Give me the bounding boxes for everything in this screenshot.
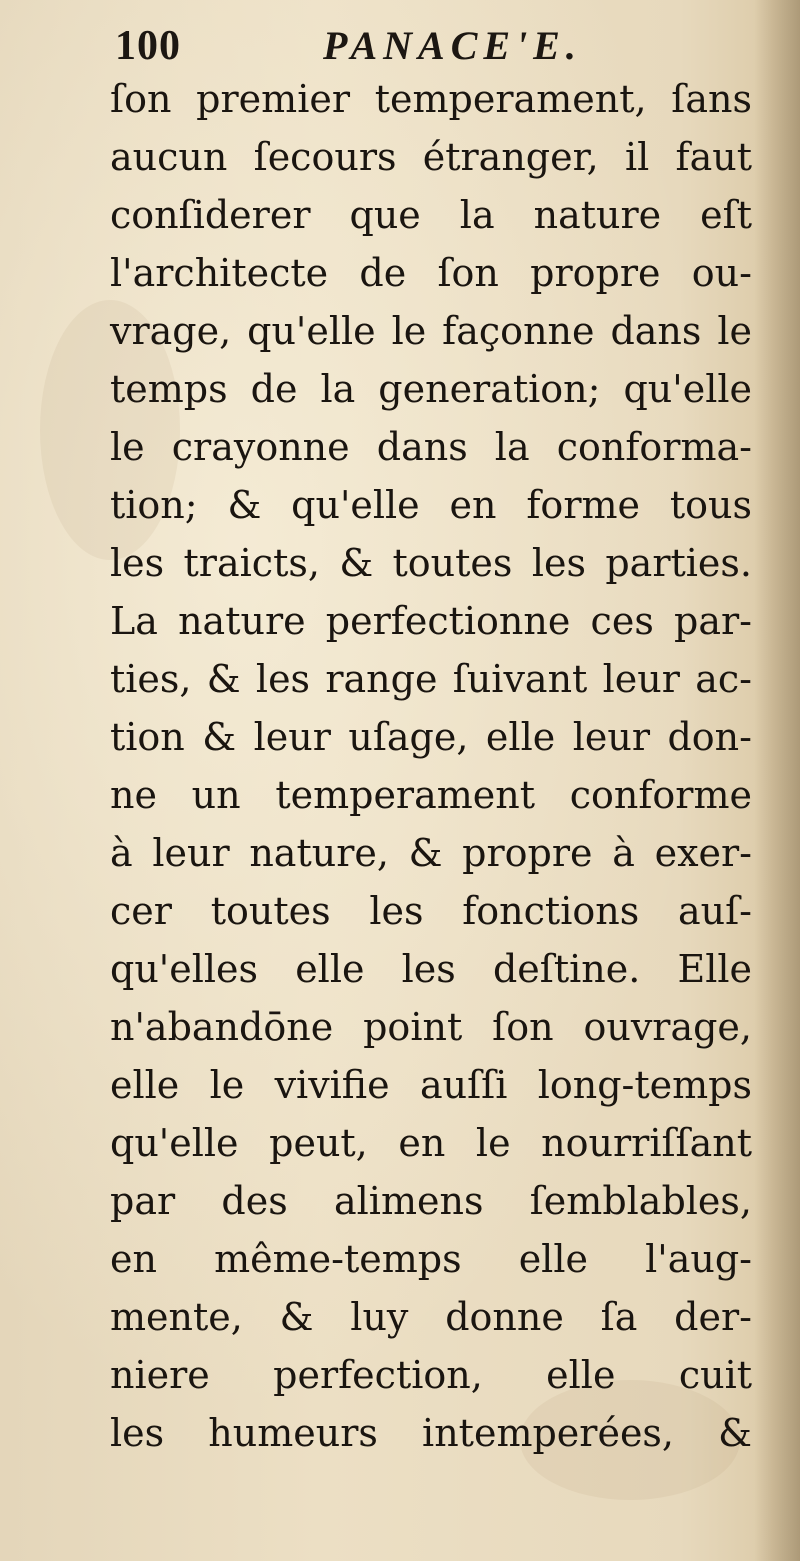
text-line: mente, & luy donne ſa der- (110, 1295, 752, 1339)
text-line: La nature perfectionne ces par- (110, 599, 752, 643)
text-line: ties, & les range ſuivant leur ac- (110, 657, 752, 701)
text-line: aucun ſecours étranger, il faut (110, 135, 752, 179)
running-title: PANACE'E. (323, 23, 582, 68)
text-line: qu'elles elle les deſtine. Elle (110, 947, 752, 991)
text-line: n'abandōne point ſon ouvrage, (110, 1005, 752, 1049)
text-line: ſon premier temperament, ſans (110, 77, 752, 121)
text-line: les traicts, & toutes les parties. (110, 541, 752, 585)
text-line: cer toutes les fonctions auſ- (110, 889, 752, 933)
text-line: tion; & qu'elle en forme tous (110, 483, 752, 527)
text-line: l'architecte de ſon propre ou- (110, 251, 752, 295)
body-text (92, 70, 762, 1462)
text-line: niere perfection, elle cuit (110, 1353, 752, 1397)
text-line: les humeurs intemperées, & (110, 1411, 752, 1455)
text-line: qu'elle peut, en le nourriſſant (110, 1121, 752, 1165)
text-line: conſiderer que la nature eſt (110, 193, 752, 237)
text-line: en même-temps elle l'aug- (110, 1237, 752, 1281)
text-line: par des alimens ſemblables, (110, 1179, 752, 1223)
text-line: le crayonne dans la conforma- (110, 425, 752, 469)
text-line: ne un temperament conforme (110, 773, 752, 817)
text-line: vrage, qu'elle le façonne dans le (110, 309, 752, 353)
text-line: elle le vivifie auſſi long-temps (110, 1063, 752, 1107)
text-line: à leur nature, & propre à exer- (110, 831, 752, 875)
text-line: tion & leur uſage, elle leur don- (110, 715, 752, 759)
text-line: temps de la generation; qu'elle (110, 367, 752, 411)
page-number: 100 (115, 23, 181, 69)
